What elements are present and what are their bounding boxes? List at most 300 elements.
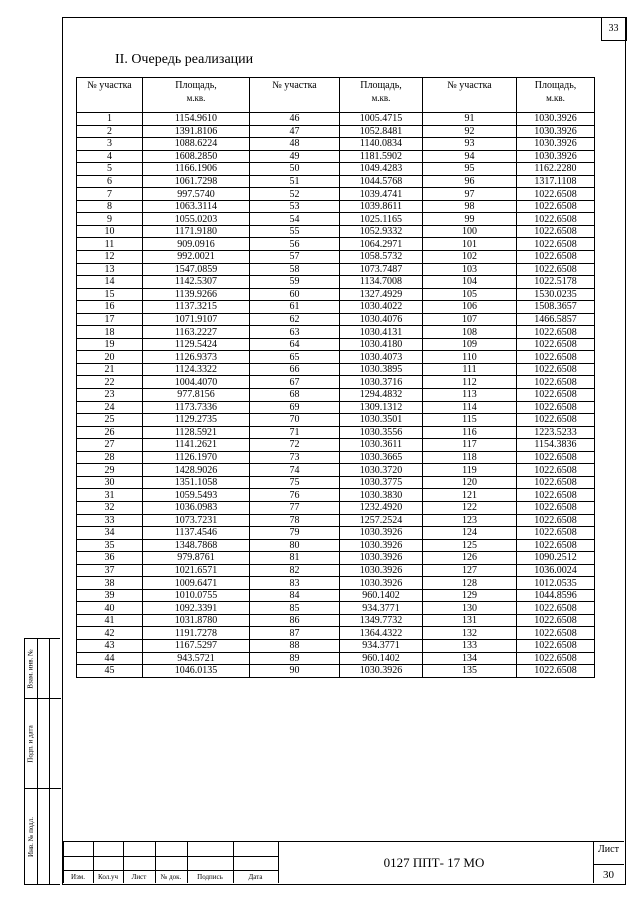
plot-area-cell: 1030.3926 [517,150,595,163]
plot-area-cell: 1030.3926 [517,125,595,138]
plot-number-cell: 133 [423,639,517,652]
plot-area-cell: 1022.6508 [517,514,595,527]
table-row [77,627,595,640]
table-row [77,113,595,126]
table-row [77,150,595,163]
plot-number-cell: 63 [250,326,340,339]
plot-area-cell: 1010.0755 [143,589,250,602]
plot-number-cell: 6 [77,175,143,188]
plot-number-cell: 38 [77,577,143,590]
plot-number-cell: 87 [250,627,340,640]
plot-area-cell: 1530.0235 [517,288,595,301]
plot-area-cell: 1090.2512 [517,552,595,565]
plot-number-cell: 13 [77,263,143,276]
plot-area-cell: 1137.4546 [143,527,250,540]
table-row [77,238,595,251]
plot-area-cell: 1030.4076 [340,313,423,326]
table-row [77,213,595,226]
plot-number-cell: 15 [77,288,143,301]
plot-number-cell: 84 [250,589,340,602]
plot-area-cell: 1022.6508 [517,251,595,264]
plot-area-cell: 1030.4022 [340,301,423,314]
sheet-number: 30 [593,864,624,884]
plot-area-cell: 1317.1108 [517,175,595,188]
plot-area-cell: 979.8761 [143,552,250,565]
plot-area-cell: 1049.4283 [340,163,423,176]
title-block-header-count: Кол.уч [98,873,118,881]
plot-number-cell: 62 [250,313,340,326]
table-row [77,200,595,213]
plot-area-cell: 1608.2850 [143,150,250,163]
plot-number-cell: 100 [423,225,517,238]
plot-number-cell: 112 [423,376,517,389]
plot-number-cell: 46 [250,113,340,126]
plot-number-cell: 41 [77,614,143,627]
table-row [77,665,595,678]
plot-area-cell: 960.1402 [340,589,423,602]
plot-number-cell: 60 [250,288,340,301]
plot-area-cell: 1191.7278 [143,627,250,640]
plot-area-cell: 1309.1312 [340,401,423,414]
header-plot-no: № участка [423,78,517,113]
plot-area-cell: 1022.6508 [517,539,595,552]
plot-number-cell: 4 [77,150,143,163]
plot-area-cell: 934.3771 [340,602,423,615]
plot-area-cell: 1030.3926 [340,552,423,565]
plot-area-cell: 1064.2971 [340,238,423,251]
plot-number-cell: 128 [423,577,517,590]
table-header-row [77,78,595,113]
title-block [63,841,624,883]
plot-number-cell: 71 [250,426,340,439]
plot-number-cell: 26 [77,426,143,439]
plot-number-cell: 88 [250,639,340,652]
plot-number-cell: 59 [250,276,340,289]
plot-number-cell: 40 [77,602,143,615]
table-row [77,489,595,502]
plot-number-cell: 55 [250,225,340,238]
table-row [77,476,595,489]
plot-number-cell: 52 [250,188,340,201]
plot-number-cell: 42 [77,627,143,640]
side-label-sign-date: Подп. и дата [27,724,35,763]
plot-area-cell: 1022.6508 [517,401,595,414]
plot-number-cell: 53 [250,200,340,213]
plot-number-cell: 95 [423,163,517,176]
plot-number-cell: 74 [250,464,340,477]
plot-number-cell: 32 [77,501,143,514]
plot-area-cell: 943.5721 [143,652,250,665]
plot-number-cell: 104 [423,276,517,289]
table-row [77,577,595,590]
plot-number-cell: 3 [77,138,143,151]
plot-number-cell: 86 [250,614,340,627]
plot-area-cell: 1181.5902 [340,150,423,163]
title-block-header-date: Дата [248,873,263,881]
plot-area-cell: 1154.3836 [517,439,595,452]
plot-area-cell: 1030.3556 [340,426,423,439]
table-row [77,426,595,439]
plot-number-cell: 127 [423,564,517,577]
plot-number-cell: 113 [423,389,517,402]
plot-area-cell: 1022.6508 [517,627,595,640]
plot-area-cell: 1167.5297 [143,639,250,652]
plot-number-cell: 108 [423,326,517,339]
table-row [77,614,595,627]
plot-number-cell: 119 [423,464,517,477]
plot-number-cell: 117 [423,439,517,452]
plot-area-cell: 1134.7008 [340,276,423,289]
title-block-header-signature: Подпись [197,873,223,881]
plot-area-cell: 1022.6508 [517,263,595,276]
plot-area-cell: 1046.0135 [143,665,250,678]
table-row [77,652,595,665]
title-block-header-doc-no: № док. [160,873,182,881]
table-row [77,539,595,552]
table-row [77,351,595,364]
plot-area-cell: 1030.3926 [340,564,423,577]
plot-area-cell: 1022.6508 [517,464,595,477]
plot-number-cell: 129 [423,589,517,602]
plot-number-cell: 89 [250,652,340,665]
side-label-inv-original: Инв. № подл. [27,816,36,857]
plot-area-cell: 1022.6508 [517,639,595,652]
plot-number-cell: 132 [423,627,517,640]
plot-number-cell: 79 [250,527,340,540]
plot-number-cell: 10 [77,225,143,238]
plot-area-cell: 1364.4322 [340,627,423,640]
side-cell-sign-date [25,699,61,789]
plot-area-cell: 1022.5178 [517,276,595,289]
plot-number-cell: 70 [250,414,340,427]
plot-number-cell: 47 [250,125,340,138]
plot-number-cell: 105 [423,288,517,301]
plot-number-cell: 96 [423,175,517,188]
plot-area-cell: 1071.9107 [143,313,250,326]
sheet-label: Лист [598,844,619,855]
plot-area-cell: 1030.3716 [340,376,423,389]
table-row [77,564,595,577]
table-row [77,125,595,138]
plot-area-cell: 1092.3391 [143,602,250,615]
plot-number-cell: 49 [250,150,340,163]
plot-area-cell: 1547.0859 [143,263,250,276]
table-row [77,552,595,565]
plot-number-cell: 135 [423,665,517,678]
plot-number-cell: 114 [423,401,517,414]
plot-area-cell: 1030.3611 [340,439,423,452]
plot-number-cell: 66 [250,363,340,376]
plot-number-cell: 106 [423,301,517,314]
plot-area-cell: 1022.6508 [517,527,595,540]
plot-area-cell: 1022.6508 [517,326,595,339]
plot-number-cell: 76 [250,489,340,502]
plot-area-cell: 1126.1970 [143,451,250,464]
page-top-number: 33 [601,17,627,41]
plot-number-cell: 19 [77,338,143,351]
table-row [77,263,595,276]
plot-area-cell: 1232.4920 [340,501,423,514]
plot-number-cell: 94 [423,150,517,163]
plot-number-cell: 22 [77,376,143,389]
plot-area-cell: 1022.6508 [517,363,595,376]
title-block-header-sheet: Лист [131,873,147,881]
plot-area-cell: 1162.2280 [517,163,595,176]
plot-number-cell: 54 [250,213,340,226]
plot-number-cell: 103 [423,263,517,276]
plot-number-cell: 64 [250,338,340,351]
plot-number-cell: 109 [423,338,517,351]
plot-area-cell: 1022.6508 [517,200,595,213]
table-row [77,414,595,427]
plot-number-cell: 11 [77,238,143,251]
plot-area-cell: 1030.4180 [340,338,423,351]
plot-number-cell: 5 [77,163,143,176]
title-block-header-change: Изм. [71,873,85,881]
plot-number-cell: 24 [77,401,143,414]
plots-table [76,77,595,678]
plot-number-cell: 111 [423,363,517,376]
plot-area-cell: 1009.6471 [143,577,250,590]
plot-area-cell: 1004.4070 [143,376,250,389]
plot-number-cell: 56 [250,238,340,251]
plot-number-cell: 1 [77,113,143,126]
plot-area-cell: 1022.6508 [517,338,595,351]
plot-area-cell: 1030.3830 [340,489,423,502]
table-row [77,326,595,339]
plot-number-cell: 2 [77,125,143,138]
plot-number-cell: 81 [250,552,340,565]
plot-area-cell: 1025.1165 [340,213,423,226]
plot-area-cell: 1171.9180 [143,225,250,238]
plot-area-cell: 1022.6508 [517,602,595,615]
plot-area-cell: 1022.6508 [517,451,595,464]
plot-number-cell: 25 [77,414,143,427]
table-row [77,527,595,540]
plot-area-cell: 1137.3215 [143,301,250,314]
header-plot-no: № участка [250,78,340,113]
plot-area-cell: 1036.0024 [517,564,595,577]
plot-area-cell: 1349.7732 [340,614,423,627]
plot-number-cell: 43 [77,639,143,652]
plot-number-cell: 120 [423,476,517,489]
table-row [77,439,595,452]
plot-number-cell: 36 [77,552,143,565]
plot-number-cell: 18 [77,326,143,339]
plot-area-cell: 1327.4929 [340,288,423,301]
table-row [77,376,595,389]
plot-number-cell: 48 [250,138,340,151]
plot-area-cell: 1030.3926 [340,527,423,540]
plot-number-cell: 123 [423,514,517,527]
plot-number-cell: 57 [250,251,340,264]
plot-area-cell: 1428.9026 [143,464,250,477]
plot-area-cell: 1022.6508 [517,351,595,364]
plot-area-cell: 1022.6508 [517,238,595,251]
table-row [77,602,595,615]
plot-number-cell: 97 [423,188,517,201]
side-label-replace-inv: Взам. инв. № [27,648,36,689]
plot-area-cell: 992.0021 [143,251,250,264]
plot-area-cell: 997.5740 [143,188,250,201]
plot-area-cell: 1022.6508 [517,389,595,402]
plot-number-cell: 116 [423,426,517,439]
plot-area-cell: 1044.5768 [340,175,423,188]
plot-number-cell: 126 [423,552,517,565]
plot-number-cell: 31 [77,489,143,502]
plot-number-cell: 28 [77,451,143,464]
plot-area-cell: 1030.3926 [517,138,595,151]
plot-area-cell: 1052.9332 [340,225,423,238]
table-row [77,639,595,652]
plot-number-cell: 16 [77,301,143,314]
plot-area-cell: 1005.4715 [340,113,423,126]
plot-number-cell: 82 [250,564,340,577]
plot-number-cell: 58 [250,263,340,276]
plot-area-cell: 1030.4073 [340,351,423,364]
plot-area-cell: 1173.7336 [143,401,250,414]
header-plot-no: № участка [77,78,143,113]
table-row [77,501,595,514]
plot-area-cell: 1022.6508 [517,489,595,502]
plot-area-cell: 1030.3926 [340,577,423,590]
plot-area-cell: 1022.6508 [517,501,595,514]
plot-number-cell: 72 [250,439,340,452]
plot-area-cell: 1044.8596 [517,589,595,602]
plot-area-cell: 1124.3322 [143,363,250,376]
plot-area-cell: 1039.8611 [340,200,423,213]
plot-number-cell: 98 [423,200,517,213]
plot-number-cell: 101 [423,238,517,251]
plot-number-cell: 17 [77,313,143,326]
plot-number-cell: 14 [77,276,143,289]
plot-area-cell: 1126.9373 [143,351,250,364]
plot-number-cell: 33 [77,514,143,527]
plot-area-cell: 1021.6571 [143,564,250,577]
plot-number-cell: 134 [423,652,517,665]
plot-area-cell: 1140.0834 [340,138,423,151]
plot-area-cell: 1061.7298 [143,175,250,188]
plot-area-cell: 909.0916 [143,238,250,251]
table-row [77,313,595,326]
plot-number-cell: 44 [77,652,143,665]
table-row [77,225,595,238]
plot-area-cell: 1063.3114 [143,200,250,213]
side-cell-replace-inv [25,639,61,699]
plot-number-cell: 30 [77,476,143,489]
plot-area-cell: 1139.9266 [143,288,250,301]
plot-number-cell: 125 [423,539,517,552]
plot-area-cell: 1030.3895 [340,363,423,376]
header-area: Площадь, м.кв. [143,78,250,113]
plot-area-cell: 1022.6508 [517,225,595,238]
table-row [77,363,595,376]
plot-number-cell: 9 [77,213,143,226]
plot-number-cell: 50 [250,163,340,176]
section-title: II. Очередь реализации [115,52,254,67]
plot-number-cell: 73 [250,451,340,464]
plot-number-cell: 92 [423,125,517,138]
plot-area-cell: 1012.0535 [517,577,595,590]
plot-area-cell: 1030.3926 [340,539,423,552]
plot-number-cell: 67 [250,376,340,389]
table-row [77,401,595,414]
table-row [77,389,595,402]
plot-area-cell: 1036.0983 [143,501,250,514]
plot-area-cell: 1030.4131 [340,326,423,339]
plot-number-cell: 122 [423,501,517,514]
plot-number-cell: 27 [77,439,143,452]
plot-area-cell: 1391.8106 [143,125,250,138]
plot-area-cell: 1348.7868 [143,539,250,552]
plot-number-cell: 51 [250,175,340,188]
plot-number-cell: 45 [77,665,143,678]
plot-area-cell: 1059.5493 [143,489,250,502]
plot-area-cell: 1073.7487 [340,263,423,276]
plot-area-cell: 1030.3665 [340,451,423,464]
side-strip [24,638,60,885]
plot-area-cell: 1022.6508 [517,414,595,427]
plot-number-cell: 65 [250,351,340,364]
plot-area-cell: 1030.3720 [340,464,423,477]
plot-area-cell: 977.8156 [143,389,250,402]
plot-number-cell: 75 [250,476,340,489]
plot-number-cell: 77 [250,501,340,514]
plot-number-cell: 90 [250,665,340,678]
document-code: 0127 ППТ- 17 МО [383,855,485,870]
plot-area-cell: 1039.4741 [340,188,423,201]
plot-area-cell: 1128.5921 [143,426,250,439]
plot-number-cell: 99 [423,213,517,226]
plot-area-cell: 1022.6508 [517,614,595,627]
plot-area-cell: 1022.6508 [517,213,595,226]
plot-area-cell: 1030.3926 [517,113,595,126]
plot-number-cell: 102 [423,251,517,264]
table-row [77,464,595,477]
table-row [77,276,595,289]
plot-area-cell: 1163.2227 [143,326,250,339]
plot-number-cell: 130 [423,602,517,615]
plot-area-cell: 1088.6224 [143,138,250,151]
table-row [77,188,595,201]
plot-number-cell: 8 [77,200,143,213]
plot-area-cell: 1055.0203 [143,213,250,226]
plot-number-cell: 20 [77,351,143,364]
table-row [77,175,595,188]
plot-area-cell: 1031.8780 [143,614,250,627]
table-row [77,301,595,314]
plot-number-cell: 29 [77,464,143,477]
plot-area-cell: 1030.3775 [340,476,423,489]
plot-area-cell: 1058.5732 [340,251,423,264]
plot-number-cell: 78 [250,514,340,527]
table-row [77,288,595,301]
table-row [77,251,595,264]
plot-area-cell: 1073.7231 [143,514,250,527]
plot-number-cell: 69 [250,401,340,414]
page-frame [62,17,626,885]
plot-number-cell: 121 [423,489,517,502]
plot-number-cell: 124 [423,527,517,540]
plot-area-cell: 934.3771 [340,639,423,652]
plot-number-cell: 110 [423,351,517,364]
plot-area-cell: 1022.6508 [517,376,595,389]
plot-area-cell: 1129.2735 [143,414,250,427]
plot-number-cell: 115 [423,414,517,427]
table-row [77,451,595,464]
plot-area-cell: 1166.1906 [143,163,250,176]
plot-number-cell: 80 [250,539,340,552]
